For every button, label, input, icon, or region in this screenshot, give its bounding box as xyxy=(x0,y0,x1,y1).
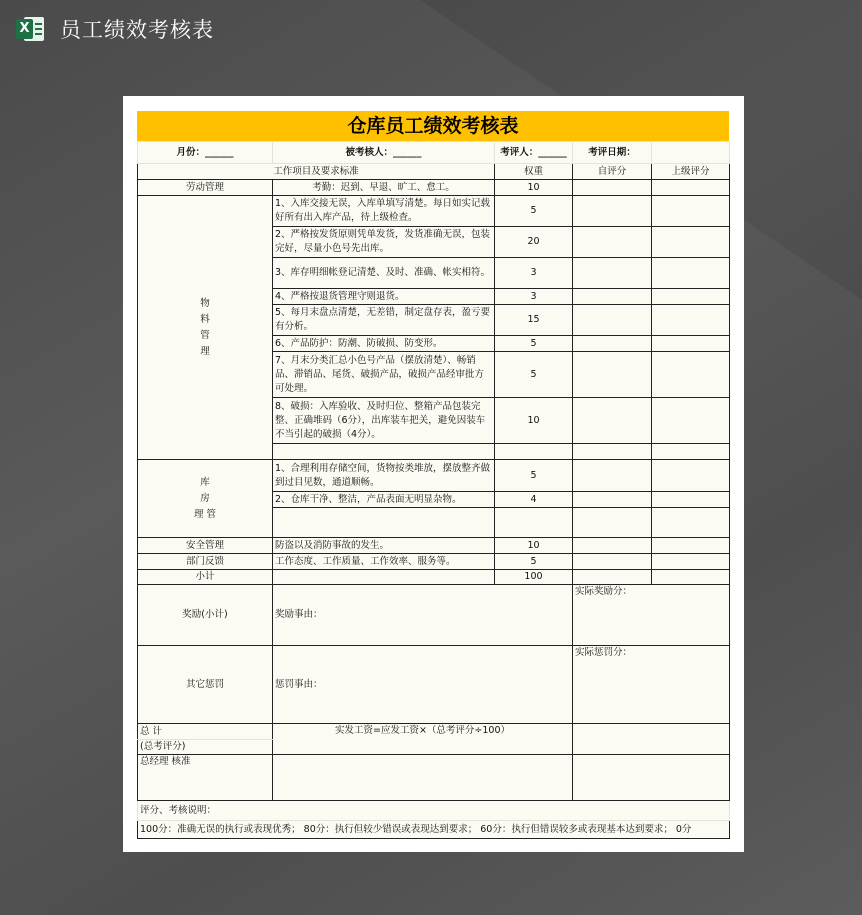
material-item-3: 3、库存明细帐登记清楚、及时、准确、帐实相符。 xyxy=(273,258,495,289)
superior-score-cell[interactable] xyxy=(652,554,730,570)
section-safety: 安全管理 xyxy=(138,538,273,554)
material-weight-4: 3 xyxy=(495,289,573,305)
feedback-item: 工作态度、工作质量、工作效率、服务等。 xyxy=(273,554,495,570)
assessment-table xyxy=(137,141,730,839)
labor-weight: 10 xyxy=(495,180,573,196)
self-score-cell[interactable] xyxy=(573,352,652,398)
storage-weight-2: 4 xyxy=(495,492,573,508)
subtotal-label: 小计 xyxy=(138,570,273,585)
self-score-cell[interactable] xyxy=(573,289,652,305)
material-item-7: 7、月末分类汇总小色号产品（摆放清楚）、畅销品、滞销品、尾货、破损产品，破损产品经审批方可处理。 xyxy=(273,352,495,398)
material-item-8: 8、破损：入库验收、及时归位、整箱产品包装完整、正确堆码（6分），出库装车把关，避免因装车不当引起的破损（4分）。 xyxy=(273,398,495,444)
empty-cell[interactable] xyxy=(273,444,495,460)
superior-score-cell[interactable] xyxy=(652,444,730,460)
empty-cell[interactable] xyxy=(495,508,573,538)
superior-score-cell[interactable] xyxy=(652,508,730,538)
assessor-field[interactable]: 考评人：______ xyxy=(495,142,573,164)
self-score-cell[interactable] xyxy=(573,460,652,492)
self-score-cell[interactable] xyxy=(573,444,652,460)
labor-item: 考勤：迟到、早退、旷工、怠工。 xyxy=(273,180,495,196)
penalty-actual[interactable]: 实际惩罚分： xyxy=(573,646,730,724)
header-superior-score: 上级评分 xyxy=(652,164,730,180)
material-weight-1: 5 xyxy=(495,196,573,227)
subtotal-weight: 100 xyxy=(495,570,573,585)
app-header xyxy=(16,14,214,44)
safety-item: 防盗以及消防事故的发生。 xyxy=(273,538,495,554)
section-storage: 库 房 理 管 xyxy=(138,460,273,538)
self-score-cell[interactable] xyxy=(573,227,652,258)
superior-score-cell[interactable] xyxy=(652,196,730,227)
safety-weight: 10 xyxy=(495,538,573,554)
superior-score-cell[interactable] xyxy=(652,180,730,196)
storage-item-2: 2、仓库干净、整洁，产品表面无明显杂物。 xyxy=(273,492,495,508)
salary-formula: 实发工资=应发工资×（总考评分÷100） xyxy=(273,724,573,755)
superior-score-cell[interactable] xyxy=(652,460,730,492)
superior-score-cell[interactable] xyxy=(652,258,730,289)
assessee-field[interactable]: 被考核人：______ xyxy=(273,142,495,164)
spreadsheet-area xyxy=(137,111,729,839)
penalty-reason[interactable]: 惩罚事由： xyxy=(273,646,573,724)
self-score-cell[interactable] xyxy=(573,554,652,570)
header-self-score: 自评分 xyxy=(573,164,652,180)
approval-cell[interactable] xyxy=(573,755,730,801)
feedback-weight: 5 xyxy=(495,554,573,570)
material-weight-8: 10 xyxy=(495,398,573,444)
self-score-cell[interactable] xyxy=(573,196,652,227)
reward-reason[interactable]: 奖励事由： xyxy=(273,585,573,646)
header-item: 工作项目及要求标准 xyxy=(138,164,495,180)
total-label: 总 计 xyxy=(138,724,273,740)
reward-label: 奖励(小计) xyxy=(138,585,273,646)
storage-item-1: 1、合理利用存储空间，货物按类堆放，摆放整齐做到过目见数，通道顺畅。 xyxy=(273,460,495,492)
date-field[interactable]: 考评日期： xyxy=(573,142,652,164)
material-weight-5: 15 xyxy=(495,305,573,336)
material-item-6: 6、产品防护：防潮、防破损、防变形。 xyxy=(273,336,495,352)
section-feedback: 部门反馈 xyxy=(138,554,273,570)
material-item-1: 1、入库交接无误，入库单填写清楚。每日如实记载好所有出入库产品，待上级检查。 xyxy=(273,196,495,227)
month-field[interactable]: 月份：______ xyxy=(138,142,273,164)
self-score-cell[interactable] xyxy=(573,508,652,538)
app-title: 员工绩效考核表 xyxy=(60,18,214,42)
material-item-4: 4、严格按退货管理守则退货。 xyxy=(273,289,495,305)
material-weight-7: 5 xyxy=(495,352,573,398)
superior-score-cell[interactable] xyxy=(652,289,730,305)
self-score-cell[interactable] xyxy=(573,398,652,444)
approval-cell[interactable] xyxy=(273,755,573,801)
reward-actual[interactable]: 实际奖励分： xyxy=(573,585,730,646)
form-title: 仓库员工绩效考核表 xyxy=(137,111,729,141)
notes-line: 100分：准确无误的执行或表现优秀； 80分：执行但较少错误或表现达到要求； 60分：执行但错误较多或表现基本达到要求； 0分 xyxy=(138,821,730,839)
material-weight-2: 20 xyxy=(495,227,573,258)
empty-cell xyxy=(273,570,495,585)
storage-weight-1: 5 xyxy=(495,460,573,492)
total-sub-label: (总考评分) xyxy=(138,740,273,755)
header-weight: 权重 xyxy=(495,164,573,180)
empty-cell[interactable] xyxy=(495,444,573,460)
material-weight-6: 5 xyxy=(495,336,573,352)
material-weight-3: 3 xyxy=(495,258,573,289)
superior-score-cell[interactable] xyxy=(652,538,730,554)
self-score-cell[interactable] xyxy=(573,492,652,508)
self-score-cell[interactable] xyxy=(573,538,652,554)
excel-icon: X xyxy=(16,15,46,43)
self-score-cell[interactable] xyxy=(573,305,652,336)
material-item-2: 2、严格按发货原则凭单发货，发货准确无误，包装完好，尽量小色号先出库。 xyxy=(273,227,495,258)
total-score-cell[interactable] xyxy=(573,724,730,755)
superior-score-cell[interactable] xyxy=(652,570,730,585)
self-score-cell[interactable] xyxy=(573,180,652,196)
superior-score-cell[interactable] xyxy=(652,305,730,336)
notes-title: 评分、考核说明： xyxy=(138,801,730,821)
penalty-label: 其它惩罚 xyxy=(138,646,273,724)
superior-score-cell[interactable] xyxy=(652,336,730,352)
self-score-cell[interactable] xyxy=(573,258,652,289)
self-score-cell[interactable] xyxy=(573,336,652,352)
section-material: 物 料 管 理 xyxy=(138,196,273,460)
section-labor: 劳动管理 xyxy=(138,180,273,196)
superior-score-cell[interactable] xyxy=(652,492,730,508)
empty-cell xyxy=(652,142,730,164)
approval-label: 总经理 核准 xyxy=(138,755,273,801)
empty-cell[interactable] xyxy=(273,508,495,538)
self-score-cell[interactable] xyxy=(573,570,652,585)
superior-score-cell[interactable] xyxy=(652,352,730,398)
material-item-5: 5、每月末盘点清楚，无差错，制定盘存表，盈亏要有分析。 xyxy=(273,305,495,336)
superior-score-cell[interactable] xyxy=(652,227,730,258)
superior-score-cell[interactable] xyxy=(652,398,730,444)
